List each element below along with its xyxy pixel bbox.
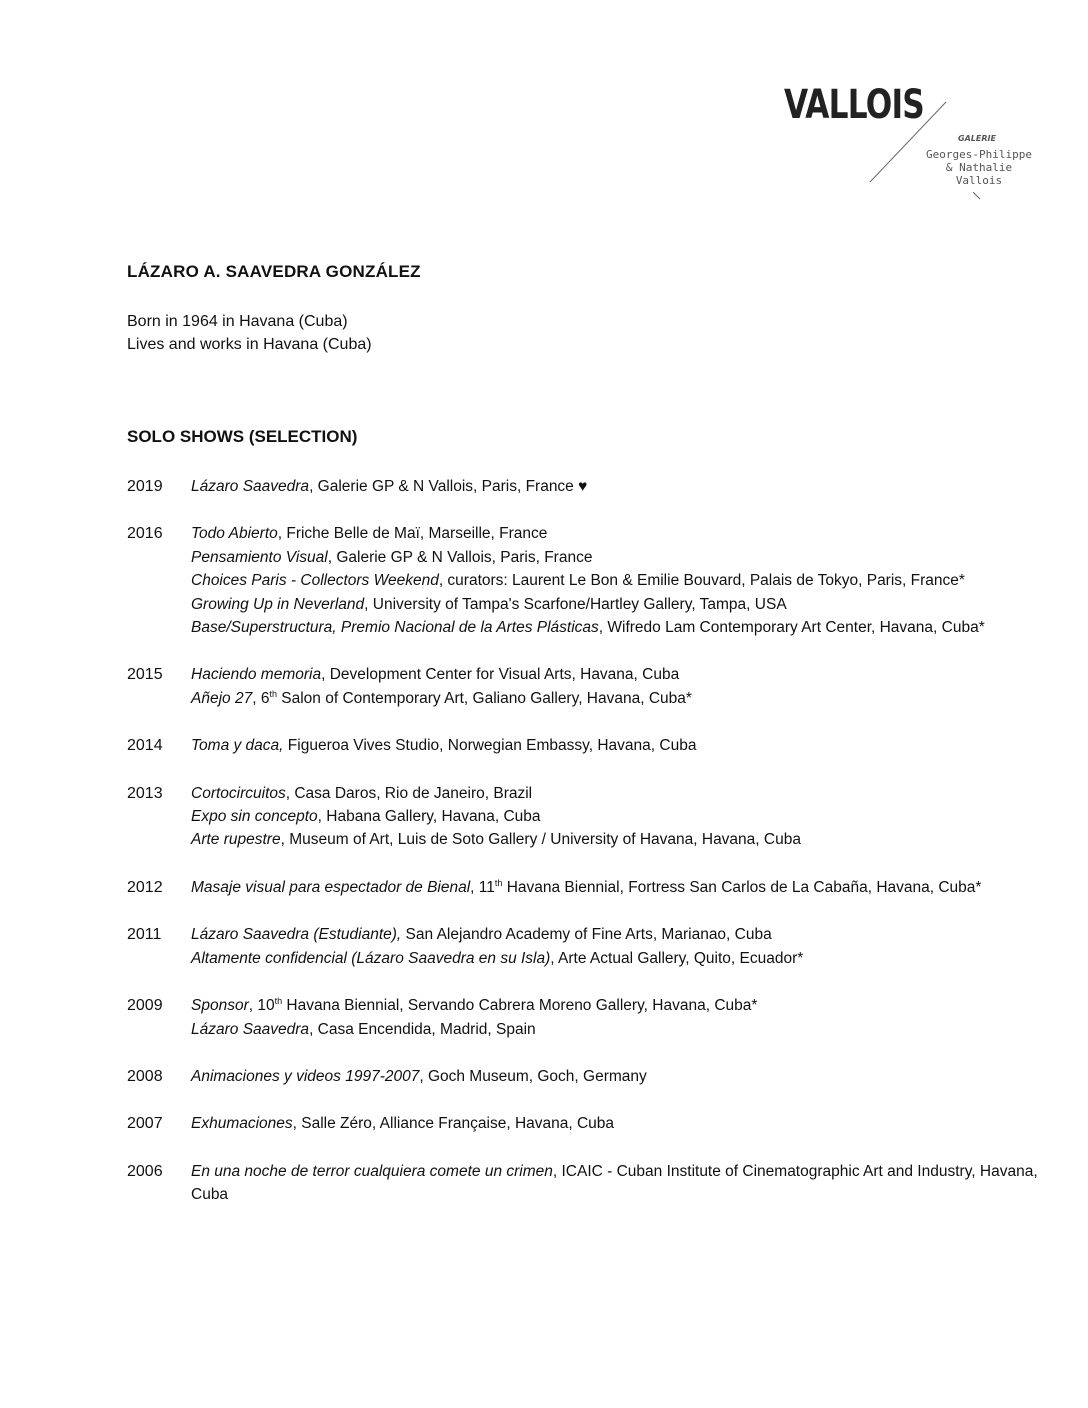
- logo-galerie-label: GALERIE: [958, 134, 996, 143]
- year-label: 2013: [127, 784, 163, 802]
- exhibition-details: , Galerie GP & N Vallois, Paris, France ♥: [309, 478, 588, 495]
- exhibition-list: [191, 1065, 1057, 1088]
- exhibition-entry: [191, 734, 1057, 757]
- exhibition-entry: [191, 1065, 1057, 1088]
- exhibition-title: Animaciones y videos 1997-2007: [191, 1067, 420, 1085]
- exhibition-list: [191, 994, 1057, 1041]
- exhibition-details: , Development Center for Visual Arts, Havana, Cuba: [321, 666, 680, 684]
- year-block: [127, 782, 1057, 852]
- year-block: [127, 923, 1057, 970]
- exhibition-entry: [191, 782, 1057, 805]
- exhibition-list: [191, 1160, 1057, 1207]
- birth-info: Born in 1964 in Havana (Cuba): [127, 313, 348, 330]
- year-block: [127, 522, 1057, 639]
- exhibition-title: Todo Abierto: [191, 525, 278, 543]
- exhibition-details: , Friche Belle de Maï, Marseille, France: [277, 525, 548, 543]
- residence-info: Lives and works in Havana (Cuba): [127, 336, 372, 353]
- year-label: 2006: [127, 1162, 163, 1180]
- exhibition-entry: [191, 475, 1057, 498]
- exhibition-title: Arte rupestre: [191, 831, 281, 849]
- ordinal-suffix: th: [269, 688, 277, 699]
- ordinal-suffix: th: [494, 877, 503, 888]
- exhibition-entry: [191, 805, 1057, 828]
- exhibition-details: , Casa Encendida, Madrid, Spain: [309, 1020, 536, 1038]
- year-label: 2012: [127, 878, 163, 896]
- year-label: 2011: [127, 926, 162, 944]
- exhibition-details: , curators: Laurent Le Bon & Emilie Bouvard, Palais de Tokyo, Paris, France*: [438, 572, 965, 590]
- exhibition-list: [191, 734, 1057, 757]
- exhibition-entry: [191, 522, 1057, 545]
- exhibition-details: , Habana Gallery, Havana, Cuba: [317, 808, 541, 826]
- year-block: [127, 994, 1057, 1041]
- ordinal-suffix: th: [274, 995, 283, 1006]
- exhibition-title: Base/Superstructura, Premio Nacional de la Artes Plásticas: [191, 619, 599, 637]
- exhibition-entry: [191, 1112, 1057, 1135]
- artist-bio: [127, 310, 372, 356]
- exhibition-title: Altamente confidencial (Lázaro Saavedra en su Isla): [191, 949, 551, 967]
- year-block: [127, 475, 1057, 498]
- year-block: [127, 876, 1057, 899]
- exhibition-details: , ICAIC - Cuban Institute of Cinematographic Art and Industry, Havana, Cuba: [191, 1162, 1038, 1204]
- exhibition-title: Growing Up in Neverland: [191, 595, 365, 613]
- exhibition-entry: [191, 687, 1057, 710]
- year-label: 2007: [127, 1115, 163, 1133]
- exhibition-list: [191, 1112, 1057, 1135]
- year-label: 2009: [127, 997, 163, 1015]
- logo-wordmark: VALLOIS: [784, 82, 924, 128]
- year-block: [127, 1112, 1057, 1135]
- year-block: [127, 734, 1057, 757]
- logo-tick-icon: [973, 192, 981, 200]
- exhibition-edition: , 10: [248, 997, 275, 1015]
- exhibition-entry: [191, 876, 1057, 899]
- exhibition-title: Expo sin concepto: [191, 808, 318, 826]
- artist-name: LÁZARO A. SAAVEDRA GONZÁLEZ: [127, 262, 421, 281]
- exhibition-list: [191, 876, 1057, 899]
- logo-gallery-names: [924, 148, 1034, 187]
- exhibition-title: Lázaro Saavedra (Estudiante),: [191, 926, 402, 944]
- exhibition-list: [191, 782, 1057, 852]
- exhibition-title: Añejo 27: [191, 689, 253, 707]
- exhibition-details: Havana Biennial, Fortress San Carlos de La Cabaña, Havana, Cuba*: [502, 878, 982, 896]
- exhibition-details: , University of Tampa's Scarfone/Hartley Gallery, Tampa, USA: [364, 595, 787, 613]
- exhibition-title: Cortocircuitos: [191, 784, 286, 802]
- year-label: 2019: [127, 478, 163, 495]
- exhibition-details: Havana Biennial, Servando Cabrera Moreno Gallery, Havana, Cuba*: [282, 997, 758, 1015]
- year-block: [127, 663, 1057, 710]
- logo-name-line: Georges-Philippe: [926, 148, 1032, 161]
- exhibition-title: Pensamiento Visual: [191, 548, 328, 566]
- exhibition-entry: [191, 593, 1057, 616]
- exhibition-details: Figueroa Vives Studio, Norwegian Embassy, Havana, Cuba: [283, 737, 697, 755]
- exhibition-entry: [191, 828, 1057, 851]
- exhibition-edition: , 6: [252, 689, 270, 707]
- exhibition-list: [191, 475, 1057, 498]
- exhibition-details: , Wifredo Lam Contemporary Art Center, Havana, Cuba*: [598, 619, 985, 637]
- year-label: 2016: [127, 525, 163, 543]
- exhibition-title: Haciendo memoria: [191, 666, 322, 684]
- exhibition-details: , Museum of Art, Luis de Soto Gallery / University of Havana, Havana, Cuba: [280, 831, 801, 849]
- exhibition-entry: [191, 923, 1057, 946]
- exhibition-list: [191, 663, 1057, 710]
- solo-shows-list: [127, 475, 1057, 1231]
- exhibition-title: Lázaro Saavedra: [191, 1020, 310, 1038]
- exhibition-entry: [191, 947, 1057, 970]
- exhibition-details: San Alejandro Academy of Fine Arts, Marianao, Cuba: [401, 926, 772, 944]
- exhibition-entry: [191, 1160, 1057, 1207]
- exhibition-entry: [191, 994, 1057, 1017]
- exhibition-entry: [191, 569, 1057, 592]
- exhibition-details: , Salle Zéro, Alliance Française, Havana, Cuba: [292, 1115, 615, 1133]
- exhibition-title: Masaje visual para espectador de Bienal: [191, 878, 471, 896]
- exhibition-title: Lázaro Saavedra: [191, 478, 310, 495]
- exhibition-edition: , 11: [470, 878, 495, 896]
- exhibition-title: Exhumaciones: [191, 1115, 293, 1133]
- exhibition-details: , Goch Museum, Goch, Germany: [419, 1067, 647, 1085]
- exhibition-entry: [191, 546, 1057, 569]
- gallery-logo: [784, 82, 1044, 212]
- exhibition-details: , Arte Actual Gallery, Quito, Ecuador*: [550, 949, 804, 967]
- exhibition-title: Sponsor: [191, 997, 249, 1015]
- exhibition-entry: [191, 663, 1057, 686]
- logo-name-line: & Nathalie: [945, 161, 1013, 174]
- exhibition-list: [191, 923, 1057, 970]
- year-block: [127, 1065, 1057, 1088]
- exhibition-entry: [191, 616, 1057, 639]
- exhibition-list: [191, 522, 1057, 639]
- exhibition-title: Toma y daca,: [191, 737, 284, 755]
- year-label: 2015: [127, 666, 163, 684]
- exhibition-title: En una noche de terror cualquiera comete un crimen: [191, 1162, 553, 1180]
- exhibition-entry: [191, 1018, 1057, 1041]
- logo-name-line: Vallois: [955, 174, 1003, 187]
- year-block: [127, 1160, 1057, 1207]
- exhibition-details: Salon of Contemporary Art, Galiano Gallery, Havana, Cuba*: [276, 689, 692, 707]
- section-title: SOLO SHOWS (SELECTION): [127, 427, 358, 446]
- exhibition-details: , Casa Daros, Rio de Janeiro, Brazil: [285, 784, 533, 802]
- exhibition-details: , Galerie GP & N Vallois, Paris, France: [327, 548, 593, 566]
- exhibition-title: Choices Paris - Collectors Weekend: [191, 572, 439, 590]
- year-label: 2008: [127, 1067, 163, 1085]
- year-label: 2014: [127, 737, 163, 755]
